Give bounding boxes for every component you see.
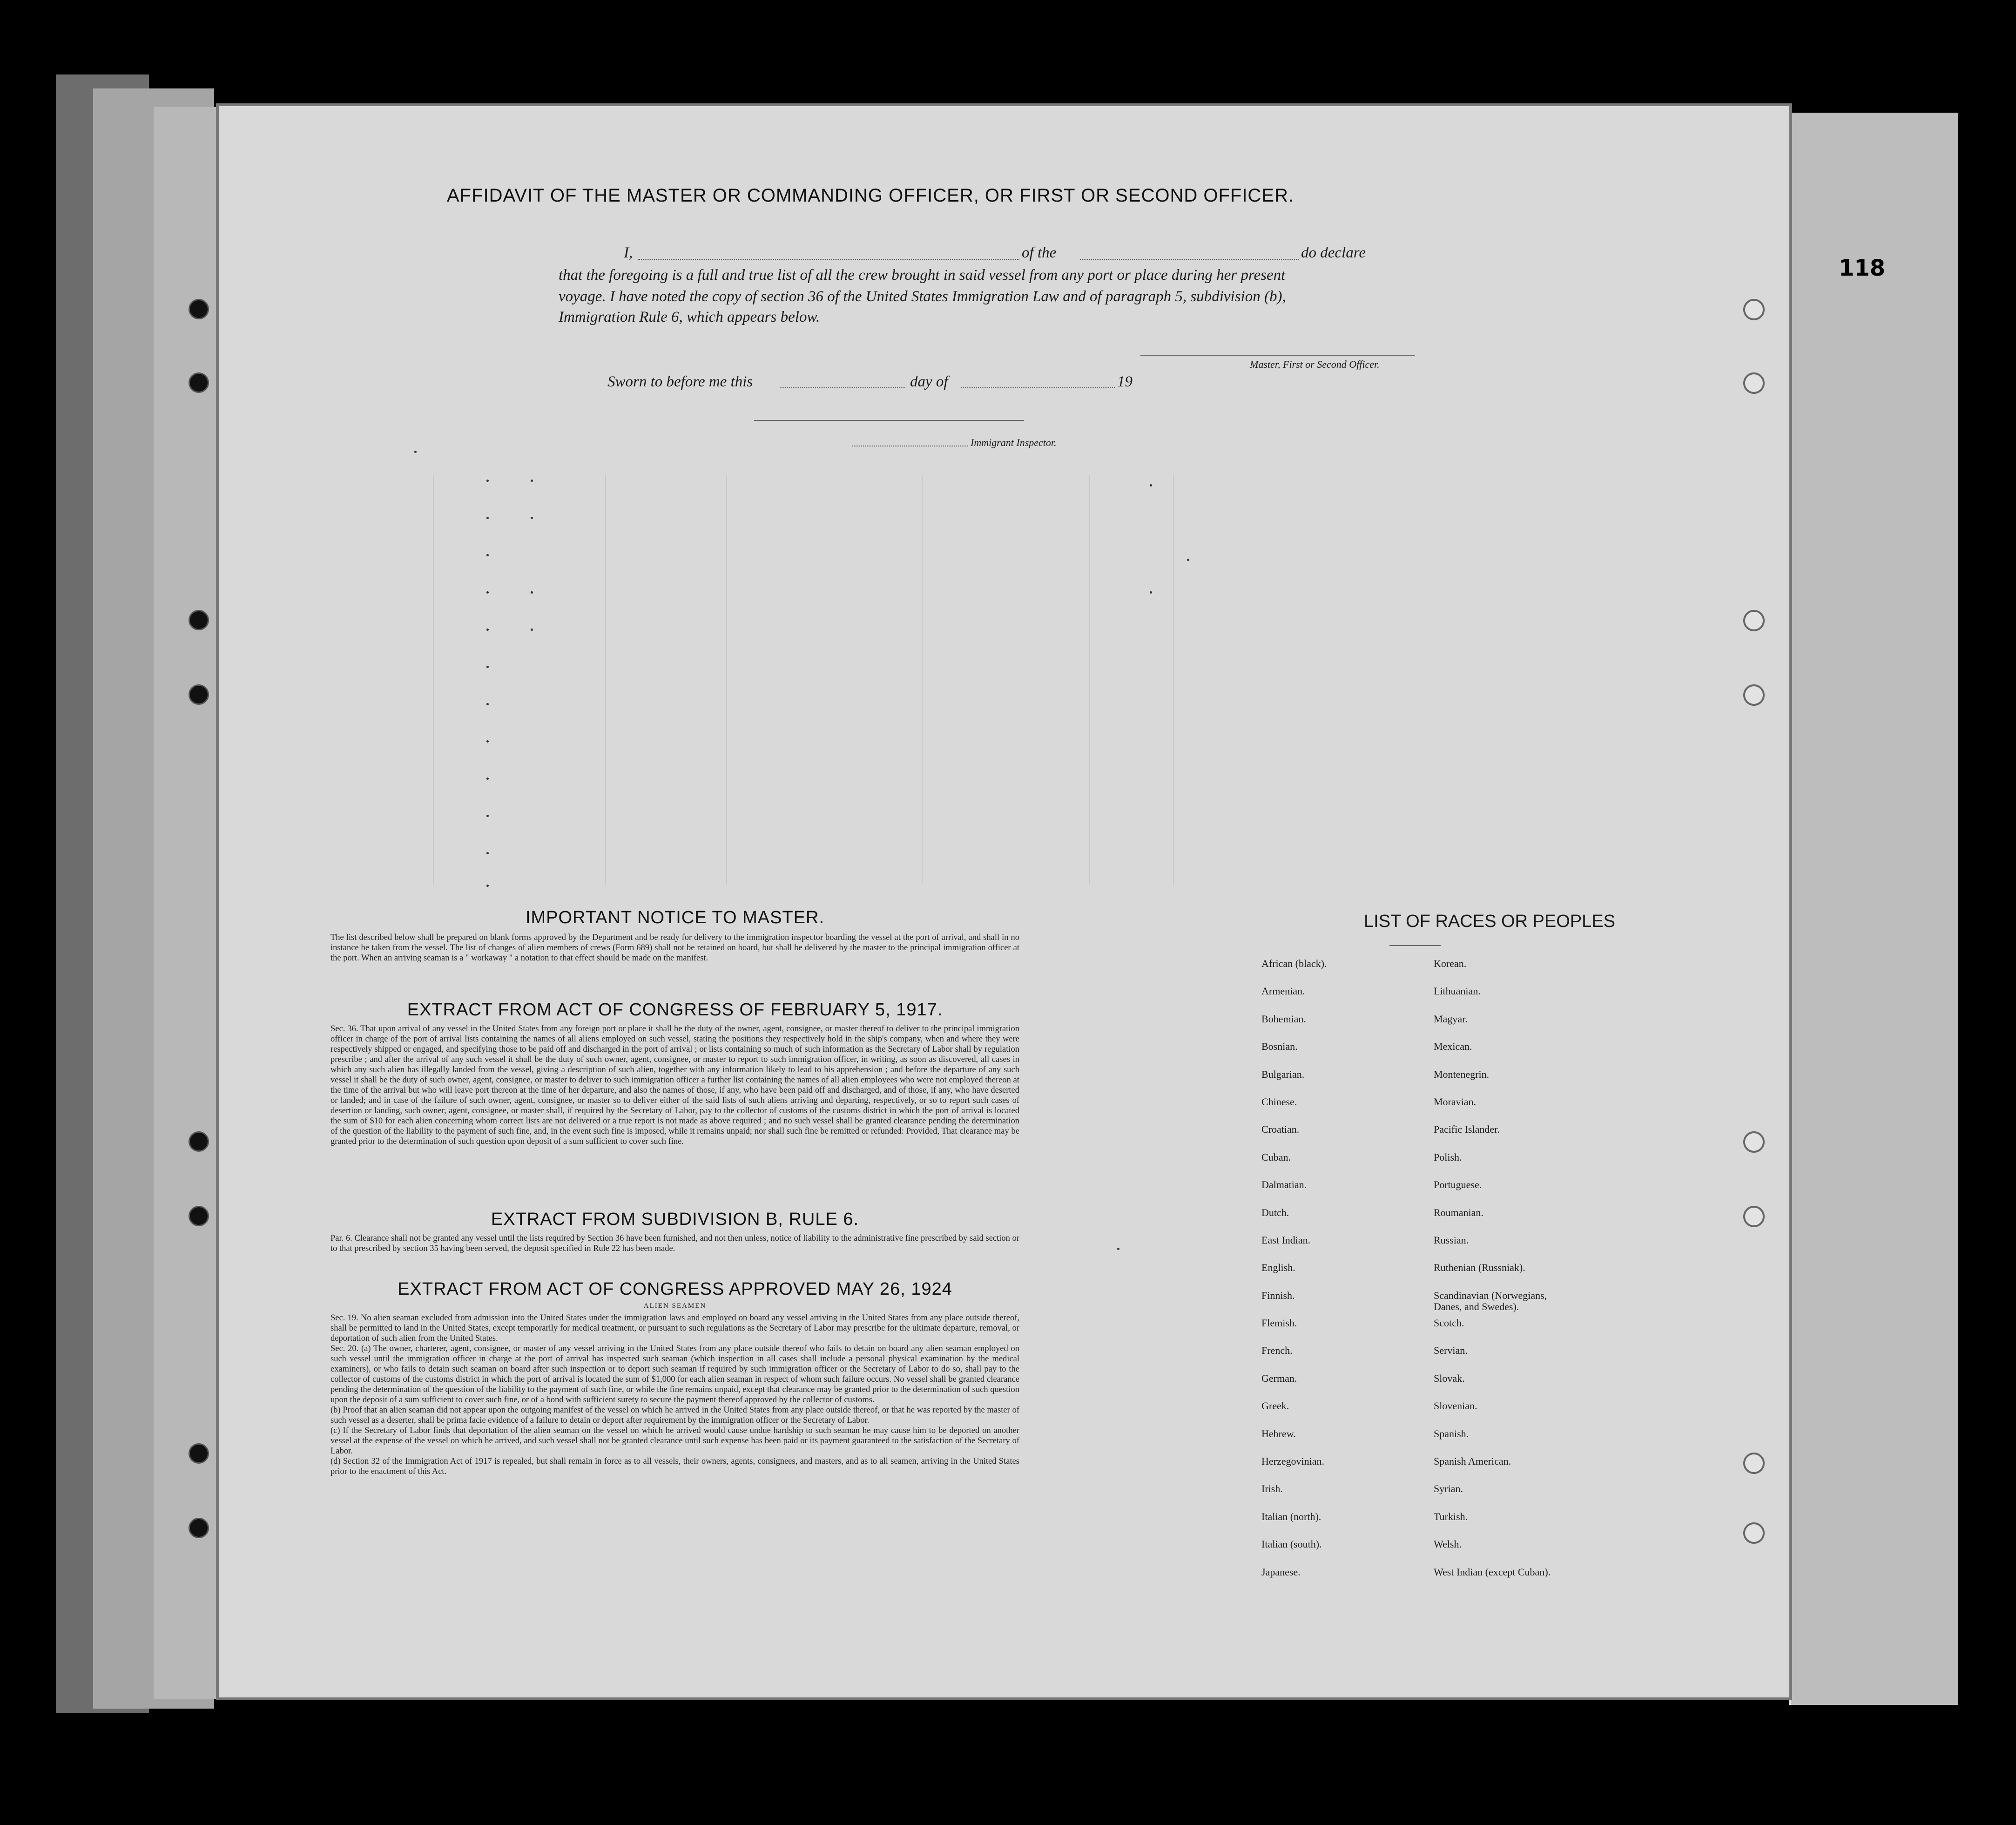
extract-1917-title: EXTRACT FROM ACT OF CONGRESS OF FEBRUARY 5, 1917. [407, 1000, 943, 1020]
race-item: French. [1261, 1345, 1293, 1357]
bleed-column-line [433, 475, 434, 885]
bleed-column-line [922, 475, 923, 885]
scan-dot [531, 629, 533, 631]
bleed-column-line [1089, 475, 1090, 885]
binder-hole [1743, 1131, 1765, 1153]
race-item: Welsh. [1434, 1538, 1462, 1550]
inspector-rule [754, 420, 1024, 421]
race-item: Bosnian. [1261, 1041, 1298, 1053]
race-item: German. [1261, 1372, 1297, 1384]
name-line [638, 259, 1019, 260]
race-item: Magyar. [1434, 1013, 1468, 1025]
race-item: East Indian. [1261, 1234, 1311, 1246]
extract-rule6-title: EXTRACT FROM SUBDIVISION B, RULE 6. [491, 1210, 859, 1229]
page-number: 118 [1839, 255, 1886, 281]
extract-1924-sec20a: Sec. 20. (a) The owner, charterer, agent, consignee, or master of any vessel arriving in the United States from any place outside thereof who fails to detain on board any alien seaman employed on such vessel until the immigration officer in charge at the port of arrival has inspected such seaman (which inspection in all cases shall include a personal physical examination by the medical examiners), or who fails to detain such seaman on board after such inspection or to deport such seaman if required by such immigration officer or the Secretary of Labor to do so, shall pay to the collector of customs of the customs district in which the port of arrival is located the sum of $1,000 for each alien seaman in respect of whom such failure occurs. No vessel shall be granted clearance pending the determination of the question of the liability to the payment of such fine, or while the fine remains unpaid, except that clearance may be granted prior to the determination of such question upon the deposit of a sum sufficient to cover such fine, or of a bond with sufficient surety to secure the payment thereof approved by the collector of customs. [330, 1344, 1019, 1405]
binder-hole [189, 1518, 209, 1538]
scan-dot [486, 666, 489, 668]
affidavit-line-3: Immigration Rule 6, which appears below. [559, 309, 820, 325]
bleed-column-line [726, 475, 727, 885]
races-title: LIST OF RACES OR PEOPLES [1364, 912, 1615, 931]
race-item: Spanish. [1434, 1427, 1469, 1440]
binder-hole [189, 1443, 209, 1464]
extract-1917-text: Sec. 36. That upon arrival of any vessel in the United States from any foreign port or place it shall be the duty of the owner, agent, consignee, or master thereof to deliver to the principal immigration officer in charge of the port of arrival lists containing the names of all aliens employed on such vessel, stating the positions they respectively hold in the ship's company, when and where they were respectively shipped or engaged, and specifying those to be paid off and discharged in the port of arrival ; or lists containing so much of such information as the Secretary of Labor shall by regulation prescribe ; and after the arrival of any such vessel it shall be the duty of such owner, agent, consignee, or master to report to such immigration officer, in writing, as soon as discovered, all cases in which any such alien has illegally landed from the vessel, giving a description of such alien, together with any information likely to lead to his apprehension ; and before the departure of any such vessel it shall be the duty of such owner, agent, consignee, or master to deliver to such immigration officer a further list containing the names of all alien employees who were not employed thereon at the time of the arrival but who will leave port thereon at the time of her departure, and also the names of those, if any, who have been paid off and discharged, and of those, if any, who have deserted or landed; and in case of the failure of such owner, agent, consignee, or master so to deliver either of the said lists of such aliens arriving and departing, respectively, or so to report such cases of desertion or landing, such owner, agent, consignee, or master shall, if required by the Secretary of Labor, pay to the collector of customs of the customs district in which the port of arrival is located the sum of $10 for each alien concerning whom correct lists are not delivered or a true report is not made as above required ; and no such vessel shall be granted clearance pending the determination of the question of the liability to the payment of such fine, and, in the event such fine is imposed, while it remains unpaid; nor shall such fine be remitted or refunded: Provided, That clearance may be granted prior to the determination of such question upon deposit of a sum sufficient to cover such fine. [330, 1024, 1019, 1146]
binder-hole [1743, 610, 1765, 631]
back-sheet-inner [154, 107, 223, 1699]
race-item: Syrian. [1434, 1483, 1463, 1495]
affidavit-of-the: of the [1022, 244, 1057, 261]
race-item: Slovenian. [1434, 1400, 1477, 1412]
extract-1924-subtitle: ALIEN SEAMEN [643, 1302, 707, 1310]
scan-dot [531, 480, 533, 482]
affidavit-do-declare: do declare [1301, 244, 1366, 261]
extract-1924-sec20d: (d) Section 32 of the Immigration Act of 1917 is repealed, but shall remain in force as to all vessels, their owners, agents, consignees, and masters, and as to all seamen, arriving in the United States prior to the enactment of this Act. [330, 1457, 1019, 1476]
master-signature-line [1140, 355, 1415, 356]
race-item: African (black). [1261, 958, 1327, 969]
race-item: Dutch. [1261, 1206, 1289, 1218]
races-left-column [1261, 958, 1327, 1594]
scan-dot [486, 480, 489, 482]
extract-rule6-section [330, 1210, 1019, 1254]
binder-hole [1743, 372, 1765, 394]
race-item: Lithuanian. [1434, 985, 1481, 997]
binder-hole [1743, 684, 1765, 706]
affidavit-title: AFFIDAVIT OF THE MASTER OR COMMANDING OFFICER, OR FIRST OR SECOND OFFICER. [447, 185, 1294, 206]
race-item: Bulgarian. [1261, 1068, 1305, 1080]
scan-dot [486, 554, 489, 556]
binder-hole [189, 610, 209, 630]
races-title-rule [1389, 945, 1441, 946]
binder-hole [189, 372, 209, 393]
race-item: Herzegovinian. [1261, 1455, 1324, 1467]
binder-hole [1743, 1522, 1765, 1544]
binder-hole [189, 1206, 209, 1226]
race-item: Montenegrin. [1434, 1068, 1490, 1080]
affidavit-line-1: that the foregoing is a full and true list of all the crew brought in said vessel from any port or place during her present [559, 267, 1286, 284]
sworn-text: Sworn to before me this [607, 373, 753, 390]
adjacent-page [1789, 113, 1958, 1705]
race-item: Korean. [1434, 958, 1467, 969]
scan-dot [1117, 1248, 1119, 1250]
scan-dot [486, 815, 489, 817]
scan-dot [414, 451, 417, 453]
scan-dot [486, 740, 489, 743]
race-item: Croatian. [1261, 1123, 1300, 1136]
race-item: Turkish. [1434, 1510, 1468, 1522]
race-item: Japanese. [1261, 1566, 1301, 1578]
important-notice-section [330, 908, 1019, 963]
scan-dot [486, 591, 489, 594]
race-item: Irish. [1261, 1483, 1283, 1495]
binder-hole [1743, 1206, 1765, 1227]
sworn-month-line [961, 387, 1115, 388]
race-item: Flemish. [1261, 1317, 1297, 1329]
extract-1917-section [330, 1000, 1019, 1147]
bleed-column-line [1173, 475, 1174, 885]
scan-dot [486, 703, 489, 705]
affidavit-line-2: voyage. I have noted the copy of section 36 of the United States Immigration Law and of paragraph 5, subdivision (b), [559, 288, 1286, 305]
extract-1924-sec20b: (b) Proof that an alien seaman did not appear upon the outgoing manifest of the vessel on which he arrived in the United States from any place outside thereof, or that he was reported by the master of such vessel as a deserter, shall be prima facie evidence of a failure to detain or deport after requirement by the immigration officer or the Secretary of Labor. [330, 1406, 1019, 1425]
race-item: Hebrew. [1261, 1427, 1296, 1440]
inspector-caption: Immigrant Inspector. [971, 437, 1057, 448]
race-item: Moravian. [1434, 1095, 1477, 1108]
race-item: Finnish. [1261, 1289, 1295, 1301]
bleed-column-line [605, 475, 606, 885]
scan-dot [1187, 559, 1189, 561]
extract-1924-sec20c: (c) If the Secretary of Labor finds that deportation of the alien seaman on the vessel on which he arrived would cause undue hardship to such seaman he may cause him to be deported on another vessel at the expense of the vessel on which he arrived, and such vessel shall not be granted clearance until such expense has been paid or its payment guaranteed to the satisfaction of the Secretary of Labor. [330, 1426, 1019, 1456]
race-item: Greek. [1261, 1400, 1289, 1412]
scan-dot [531, 517, 533, 519]
race-item: English. [1261, 1262, 1295, 1274]
binder-hole [189, 299, 209, 319]
important-notice-text: The list described below shall be prepared on blank forms approved by the Department and be ready for delivery to the immigration inspector boarding the vessel at the port of arrival, and shall in no instance be taken from the vessel. The list of changes of alien members of crews (Form 689) shall not be retained on board, but shall be delivered by the master to the principal immigration officer at the port. When an arriving seaman is a " workaway " a notation to that effect should be made on the manifest. [330, 933, 1019, 963]
race-item: West Indian (except Cuban). [1434, 1566, 1551, 1578]
race-item: Scotch. [1434, 1317, 1464, 1329]
vessel-line [1080, 259, 1299, 260]
scan-dot [486, 517, 489, 519]
binder-hole [189, 684, 209, 705]
race-item: Portuguese. [1434, 1179, 1482, 1191]
race-item: Cuban. [1261, 1151, 1291, 1163]
scan-dot [486, 885, 489, 887]
race-item: Roumanian. [1434, 1206, 1483, 1218]
races-right-column [1434, 958, 1551, 1594]
race-item: Armenian. [1261, 985, 1305, 997]
extract-1924-sec19: Sec. 19. No alien seaman excluded from admission into the United States under the immigration laws and employed on board any vessel arriving in the United States from any place outside thereof, shall be permitted to land in the United States, except temporarily for medical treatment, or pursuant to such regulations as the Secretary of Labor may prescribe for the ultimate departure, removal, or deportation of such alien from the United States. [330, 1313, 1019, 1343]
race-item: Italian (south). [1261, 1538, 1322, 1550]
binder-hole [1743, 1453, 1765, 1474]
race-item: Slovak. [1434, 1372, 1465, 1384]
extract-1924-section [330, 1279, 1019, 1477]
sworn-day-line [780, 387, 905, 388]
race-item: Bohemian. [1261, 1013, 1306, 1025]
scan-dot [486, 777, 489, 780]
extract-rule6-text: Par. 6. Clearance shall not be granted any vessel until the lists required by Section 36 have been furnished, and not then unless, notice of liability to the administrative fine prescribed by said section or to that prescribed by section 35 having been served, the deposit specified in Rule 22 has been made. [330, 1234, 1019, 1253]
race-item: Dalmatian. [1261, 1179, 1307, 1191]
race-item: Servian. [1434, 1345, 1468, 1357]
scan-dot [531, 591, 533, 594]
affidavit-i: I, [624, 244, 633, 261]
race-item: Spanish American. [1434, 1455, 1511, 1467]
master-caption: Master, First or Second Officer. [1250, 358, 1380, 370]
scan-dot [486, 852, 489, 854]
year-text: 19 [1117, 373, 1133, 390]
race-item: Polish. [1434, 1151, 1462, 1163]
race-item: Italian (north). [1261, 1510, 1322, 1522]
scan-dot [486, 629, 489, 631]
race-item: Ruthenian (Russniak). [1434, 1262, 1525, 1274]
binder-hole [1743, 299, 1765, 320]
binder-hole [189, 1131, 209, 1152]
day-of-text: day of [910, 373, 948, 390]
race-item: Mexican. [1434, 1041, 1472, 1053]
race-item: Pacific Islander. [1434, 1123, 1500, 1136]
scan-dot [1150, 484, 1152, 487]
important-notice-title: IMPORTANT NOTICE TO MASTER. [525, 908, 825, 927]
race-item: Russian. [1434, 1234, 1469, 1246]
race-item: Scandinavian (Norwegians, Danes, and Swedes). [1434, 1289, 1547, 1312]
extract-1924-title: EXTRACT FROM ACT OF CONGRESS APPROVED MAY 26, 1924 [398, 1279, 952, 1299]
race-item: Chinese. [1261, 1095, 1297, 1108]
scan-dot [1150, 591, 1152, 594]
